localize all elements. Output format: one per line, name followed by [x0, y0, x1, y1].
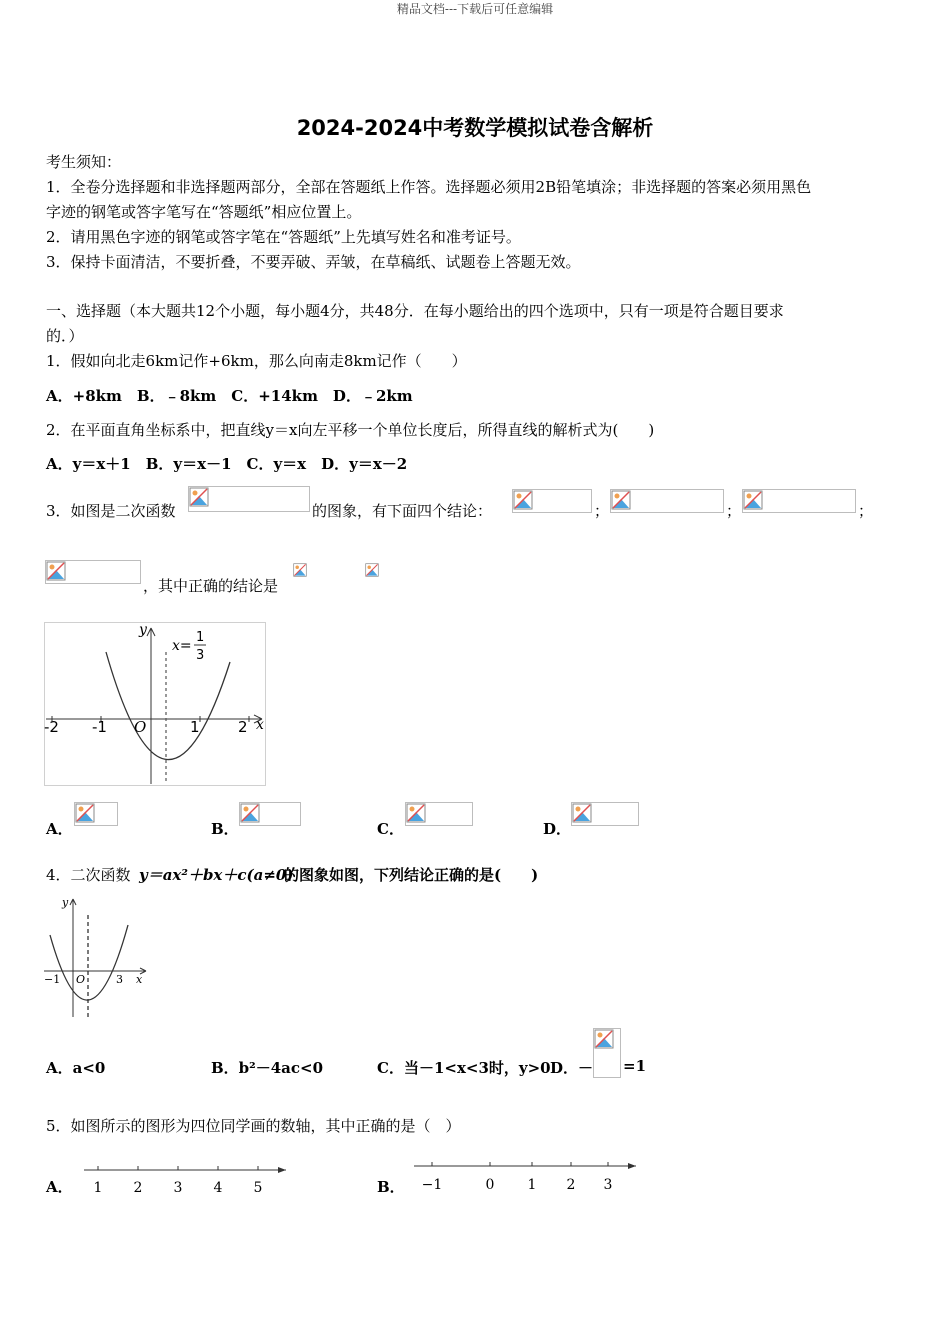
q3-parabola-graph: [44, 622, 268, 788]
number-line-a-tick-label: 1: [93, 1180, 103, 1196]
answer-image: [365, 560, 379, 584]
q3-stem-b: 的图象，有下面四个结论：: [312, 502, 493, 520]
graph-frame: [45, 623, 266, 786]
section-heading-b: 的．）: [46, 327, 84, 345]
x-axis-label: x: [256, 717, 264, 733]
origin-label: O: [76, 973, 86, 986]
number-line-b-tick-label: 1: [527, 1177, 537, 1193]
q4-stem-b: 的图象如图，下列结论正确的是( ): [284, 866, 539, 884]
number-line-arrow: [628, 1163, 636, 1169]
q4-option-d-b: =1: [623, 1057, 647, 1075]
number-line-a-tick-label: 2: [133, 1180, 143, 1196]
page-title: 2024-2024中考数学模拟试卷含解析: [296, 116, 654, 140]
q5-option-a: A．: [46, 1178, 73, 1196]
option-c-image: [405, 802, 473, 826]
q2-options: A．y＝x＋1 B．y＝x－1 C．y＝x D．y＝x－2: [46, 455, 408, 473]
number-line-b-tick-label: −1: [421, 1177, 443, 1193]
tick-label-neg1: −1: [44, 973, 61, 986]
option-a-image: [74, 802, 118, 826]
q1-stem: 1．假如向北走6km记作+6km，那么向南走8km记作（ ）: [46, 352, 467, 370]
broken-image-icon: [293, 560, 307, 580]
number-line-a: [80, 1160, 292, 1198]
q4-parabola-graph: [42, 895, 152, 1021]
q5-option-b: B．: [377, 1178, 405, 1196]
symmetry-label: x=: [172, 638, 192, 654]
notice-heading: 考生须知：: [46, 153, 122, 171]
q3-option-a: A．: [46, 820, 73, 838]
q3-stem-c: ，其中正确的结论是: [143, 577, 279, 595]
formula-image: [188, 486, 310, 512]
q4-option-d-a: D．－: [550, 1059, 594, 1077]
conclusion-2-image: [610, 489, 724, 513]
broken-image-icon: [46, 561, 66, 581]
broken-image-icon: [365, 560, 379, 580]
tick-label-neg1: -1: [92, 718, 107, 736]
number-line-b: [410, 1156, 642, 1194]
y-axis-label: y: [139, 622, 147, 638]
conclusion-3-image: [742, 489, 856, 513]
q1-options: A．+8km B．﹣8km C．+14km D．﹣2km: [46, 387, 413, 405]
number-line-a-tick-label: 3: [173, 1180, 183, 1196]
broken-image-icon: [572, 803, 592, 823]
conclusion-1-image: [512, 489, 592, 513]
q2-stem: 2．在平面直角坐标系中，把直线y＝x向左平移一个单位长度后，所得直线的解析式为( ): [46, 421, 655, 439]
section-heading-a: 一、选择题（本大题共12个小题，每小题4分，共48分．在每小题给出的四个选项中，只有一项是符合题目要求: [46, 302, 784, 320]
number-line-b-tick-label: 3: [603, 1177, 613, 1193]
number-line-a-tick-label: 5: [253, 1180, 263, 1196]
q4-stem-a: 4．二次函数: [46, 866, 131, 884]
option-b-image: [239, 802, 301, 826]
broken-image-icon: [743, 490, 763, 510]
y-axis-label: y: [62, 896, 69, 909]
fraction-numerator: 1: [196, 630, 205, 645]
origin-label: O: [134, 718, 147, 736]
tick-label-3: 3: [116, 973, 123, 986]
notice-line-1a: 1．全卷分选择题和非选择题两部分，全部在答题纸上作答。选择题必须用2B铅笔填涂；非选择题的答案必须用黑色: [46, 178, 812, 196]
number-line-b-tick-label: 2: [566, 1177, 576, 1193]
notice-line-3: 3．保持卡面清洁，不要折叠，不要弄破、弄皱，在草稿纸、试题卷上答题无效。: [46, 253, 581, 271]
tick-label-1: 1: [190, 718, 200, 736]
q3-option-d: D．: [543, 820, 572, 838]
broken-image-icon: [189, 487, 209, 507]
q4-expression: y＝ax²＋bx＋c(a≠0): [139, 866, 294, 884]
q5-stem: 5．如图所示的图形为四位同学画的数轴，其中正确的是（ ）: [46, 1117, 461, 1135]
notice-line-1b: 字迹的钢笔或答字笔写在“答题纸”相应位置上。: [46, 203, 362, 221]
page-header: 精品文档---下载后可任意编辑: [396, 2, 554, 16]
q3-option-b: B．: [211, 820, 239, 838]
broken-image-icon: [513, 490, 533, 510]
separator: ；: [594, 502, 610, 520]
x-axis-label: x: [136, 973, 143, 986]
separator: ；: [858, 502, 874, 520]
number-line-arrow: [278, 1167, 286, 1173]
broken-image-icon: [406, 803, 426, 823]
number-line-b-tick-label: 0: [485, 1177, 495, 1193]
notice-line-2: 2．请用黑色字迹的钢笔或答字笔在“答题纸”上先填写姓名和准考证号。: [46, 228, 521, 246]
conclusion-4-image: [45, 560, 141, 584]
fraction-denominator: 3: [196, 648, 205, 663]
broken-image-icon: [240, 803, 260, 823]
number-line-a-tick-label: 4: [213, 1180, 223, 1196]
q4-option-c: C．当－1<x<3时，y>0: [377, 1059, 551, 1077]
option-d-image: [571, 802, 639, 826]
q4-option-b: B．b²－4ac<0: [211, 1059, 324, 1077]
broken-image-icon: [611, 490, 631, 510]
fraction-image: [593, 1028, 621, 1078]
broken-image-icon: [75, 803, 95, 823]
q4-option-a: A．a<0: [46, 1059, 106, 1077]
separator: ；: [726, 502, 742, 520]
answer-image: [293, 560, 307, 584]
parabola-curve: [50, 925, 128, 1000]
tick-label-2: 2: [238, 718, 248, 736]
broken-image-icon: [594, 1029, 614, 1049]
q3-option-c: C．: [377, 820, 404, 838]
tick-label-neg2: -2: [44, 718, 59, 736]
q3-stem-a: 3．如图是二次函数: [46, 502, 176, 520]
